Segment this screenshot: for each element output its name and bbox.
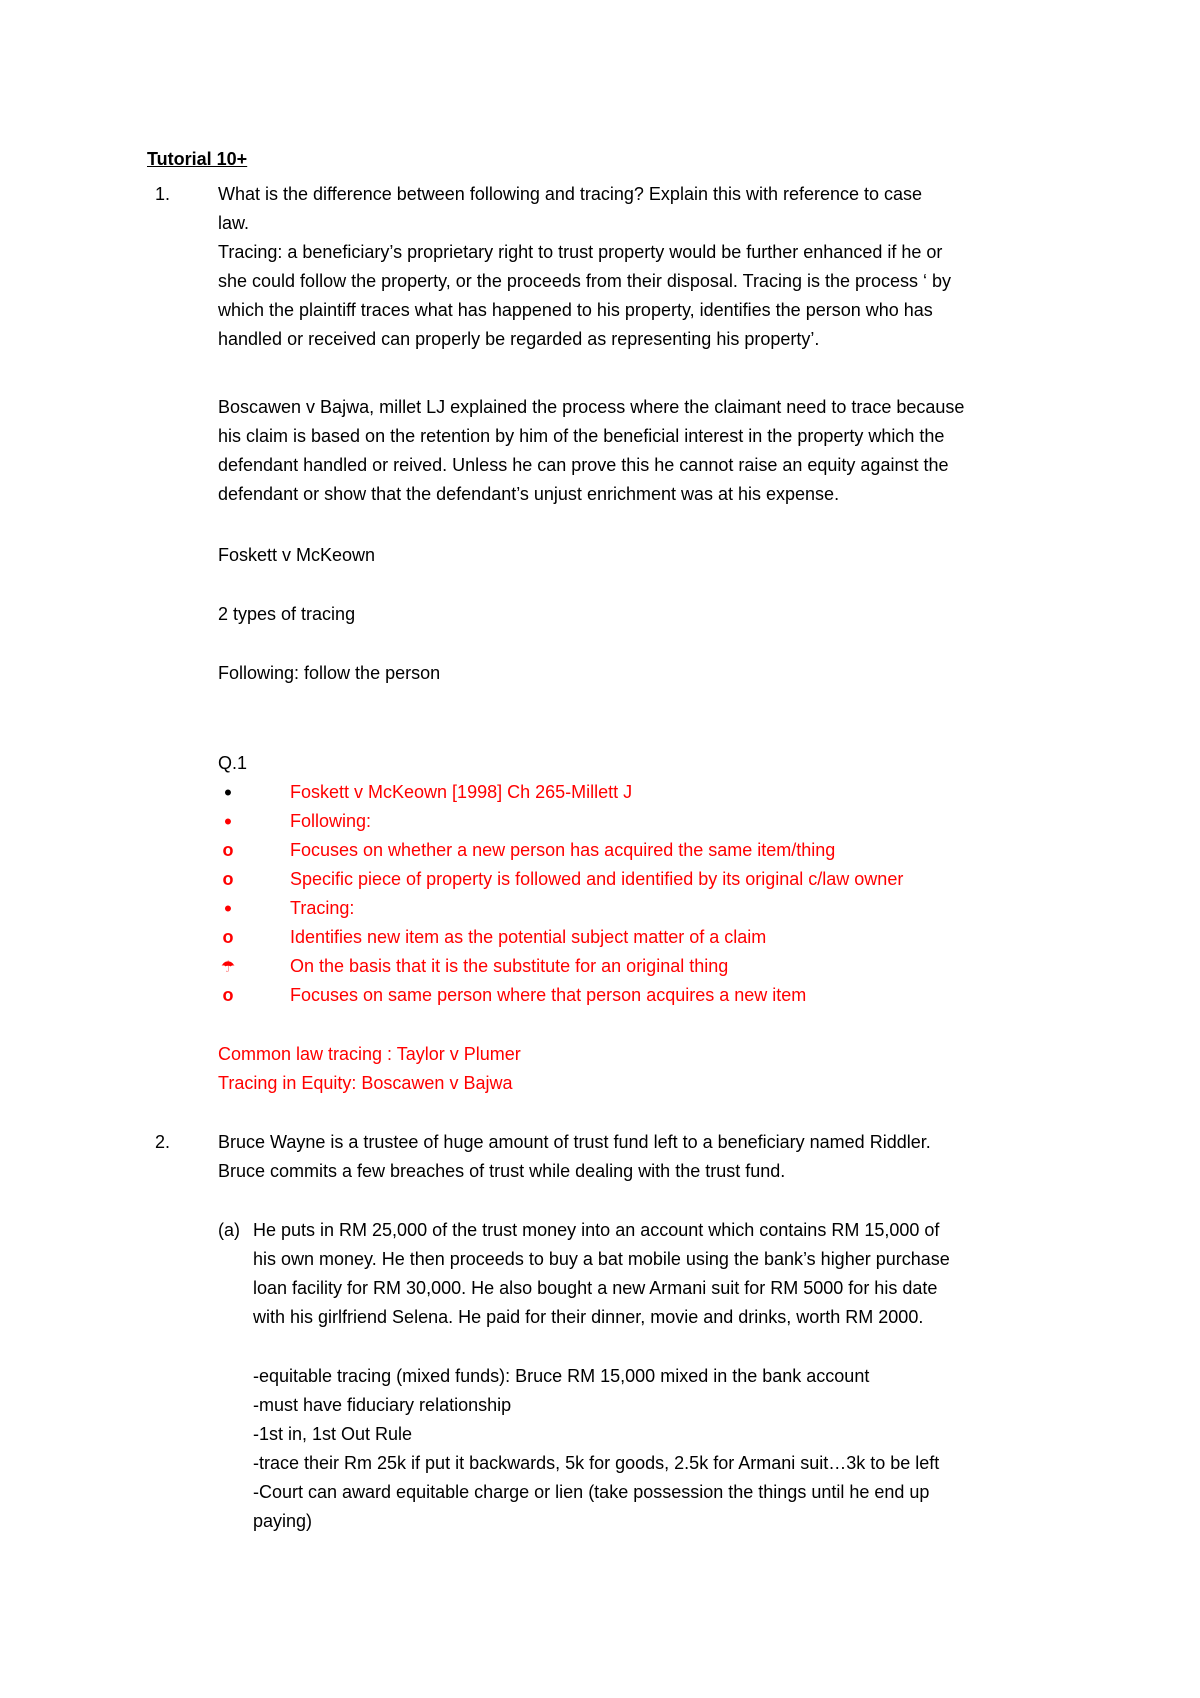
q1-line: Foskett v McKeown (218, 545, 376, 565)
bullet-circle-icon (218, 981, 238, 1010)
q1-line: defendant handled or reived. Unless he can prove this he cannot raise an equity against the (218, 455, 949, 475)
bullet-text: Foskett v McKeown [1998] Ch 265-Millett J (290, 782, 633, 802)
q1-line: Boscawen v Bajwa, millet LJ explained the process where the claimant need to trace because (218, 397, 965, 417)
question-2-number: 2. (155, 1132, 171, 1152)
bullet-text: Focuses on same person where that person acquires a new item (290, 985, 807, 1005)
part-a-line: his own money. He then proceeds to buy a bat mobile using the bank’s higher purchase (253, 1249, 950, 1269)
part-a-label: (a) (218, 1220, 240, 1240)
part-a-line: He puts in RM 25,000 of the trust money into an account which contains RM 15,000 of (253, 1220, 940, 1240)
q1-line: Following: follow the person (218, 663, 441, 683)
part-a-note: -trace their Rm 25k if put it backwards, 5k for goods, 2.5k for Armani suit…3k to be left (253, 1453, 940, 1473)
part-a-note: -equitable tracing (mixed funds): Bruce RM 15,000 mixed in the bank account (253, 1366, 870, 1386)
bullet-circle-icon (218, 865, 238, 894)
q1-line: defendant or show that the defendant’s unjust enrichment was at his expense. (218, 484, 840, 504)
part-a-line: with his girlfriend Selena. He paid for their dinner, movie and drinks, worth RM 2000. (253, 1307, 924, 1327)
bullet-dot-icon (218, 894, 238, 925)
part-a-note: paying) (253, 1511, 313, 1531)
red-note: Tracing in Equity: Boscawen v Bajwa (218, 1073, 513, 1093)
q2-line: Bruce commits a few breaches of trust while dealing with the trust fund. (218, 1161, 786, 1181)
answer-label: Q.1 (218, 753, 248, 773)
q1-line: What is the difference between following and tracing? Explain this with reference to case (218, 184, 923, 204)
bullet-text: Identifies new item as the potential subject matter of a claim (290, 927, 767, 947)
bullet-text: On the basis that it is the substitute for an original thing (290, 956, 729, 976)
q2-line: Bruce Wayne is a trustee of huge amount of trust fund left to a beneficiary named Riddler. (218, 1132, 931, 1152)
bullet-dot-icon (218, 778, 238, 809)
document-title: Tutorial 10+ (147, 149, 248, 169)
q1-line: Tracing: a beneficiary’s proprietary right to trust property would be further enhanced if he or (218, 242, 943, 262)
part-a-note: -must have fiduciary relationship (253, 1395, 512, 1415)
bullet-circle-icon (218, 836, 238, 865)
part-a-note: -Court can award equitable charge or lien (take possession the things until he end up (253, 1482, 930, 1502)
umbrella-icon (218, 952, 238, 982)
q1-line: handled or received can properly be regarded as representing his property’. (218, 329, 820, 349)
q1-line: law. (218, 213, 250, 233)
bullet-text: Following: (290, 811, 372, 831)
bullet-dot-icon (218, 807, 238, 838)
question-1-number: 1. (155, 184, 171, 204)
bullet-circle-icon (218, 923, 238, 952)
q1-line: she could follow the property, or the proceeds from their disposal. Tracing is the process ‘ by (218, 271, 952, 291)
part-a-line: loan facility for RM 30,000. He also bought a new Armani suit for RM 5000 for his date (253, 1278, 938, 1298)
bullet-text: Focuses on whether a new person has acquired the same item/thing (290, 840, 836, 860)
bullet-text: Specific piece of property is followed and identified by its original c/law owner (290, 869, 904, 889)
bullet-text: Tracing: (290, 898, 355, 918)
part-a-note: -1st in, 1st Out Rule (253, 1424, 413, 1444)
q1-line: 2 types of tracing (218, 604, 356, 624)
red-note: Common law tracing : Taylor v Plumer (218, 1044, 521, 1064)
q1-line: which the plaintiff traces what has happened to his property, identifies the person who has (218, 300, 933, 320)
q1-line: his claim is based on the retention by him of the beneficial interest in the property which the (218, 426, 945, 446)
